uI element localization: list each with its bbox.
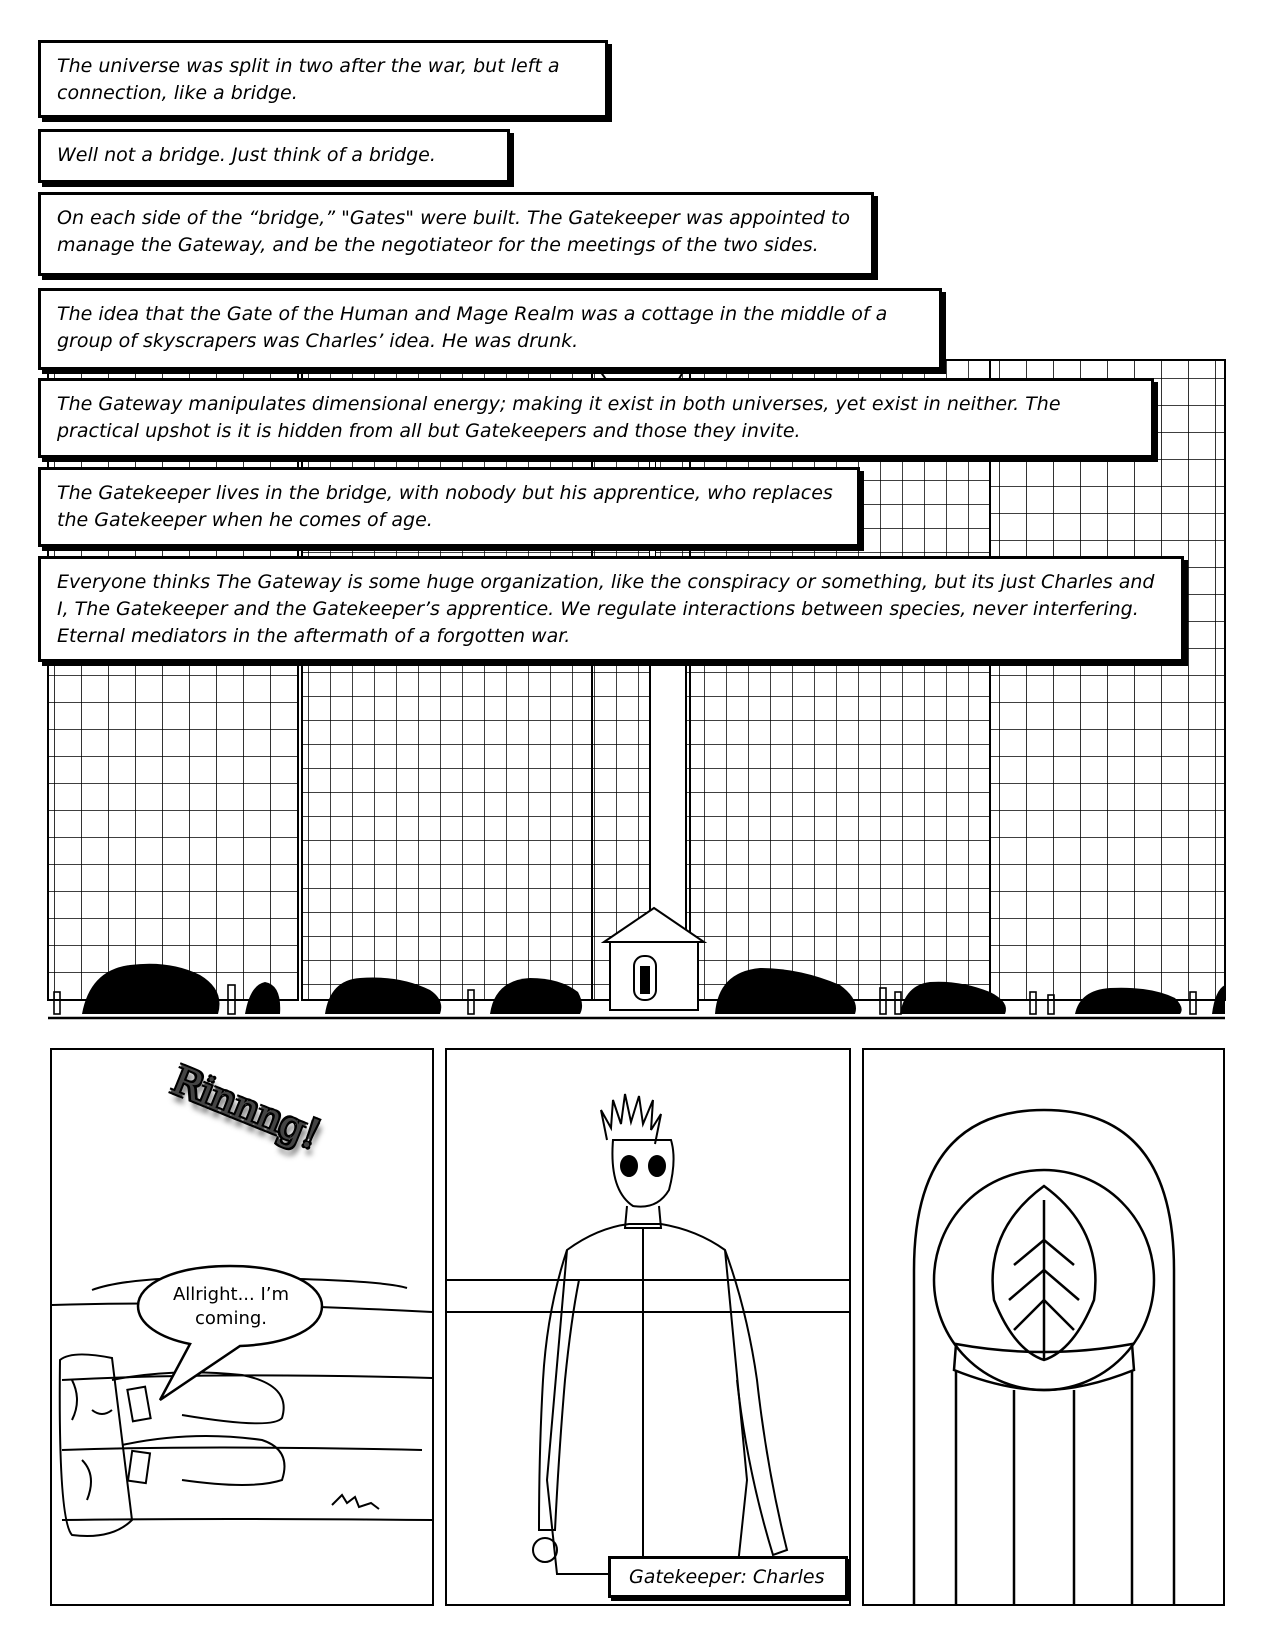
panel-leaf-door [862, 1048, 1225, 1606]
caption-6: The Gatekeeper lives in the bridge, with nobody but his apprentice, who replaces the Gatekeeper when he comes of age. [38, 467, 860, 547]
caption-4: The idea that the Gate of the Human and Mage Realm was a cottage in the middle of a group of skyscrapers was Charles’ idea. He was drunk. [38, 288, 942, 370]
speech-bubble-text: Allright... I’m coming. [172, 1284, 290, 1329]
speech-bubble [130, 1258, 330, 1408]
caption-5: The Gateway manipulates dimensional energy; making it exist in both universes, yet exist in neither. The practical upshot is it is hidden from all but Gatekeepers and those they invite. [38, 378, 1154, 458]
caption-3: On each side of the “bridge,” "Gates" were built. The Gatekeeper was appointed to manage the Gateway, and be the negotiateor for the meetings of the two sides. [38, 192, 874, 276]
caption-1: The universe was split in two after the war, but left a connection, like a bridge. [38, 40, 608, 118]
character-name-caption: Gatekeeper: Charles [608, 1556, 848, 1598]
panel-gatekeeper [445, 1048, 851, 1606]
caption-2: Well not a bridge. Just think of a bridge. [38, 129, 510, 183]
sound-effect-ring: Rinnng! [165, 1057, 326, 1159]
caption-7: Everyone thinks The Gateway is some huge organization, like the conspiracy or something, but its just Charles and I, The Gatekeeper and the Gatekeeper’s apprentice. We regulate interactions between species, never interfering. Eternal mediators in the aftermath of a forgotten war. [38, 556, 1184, 662]
